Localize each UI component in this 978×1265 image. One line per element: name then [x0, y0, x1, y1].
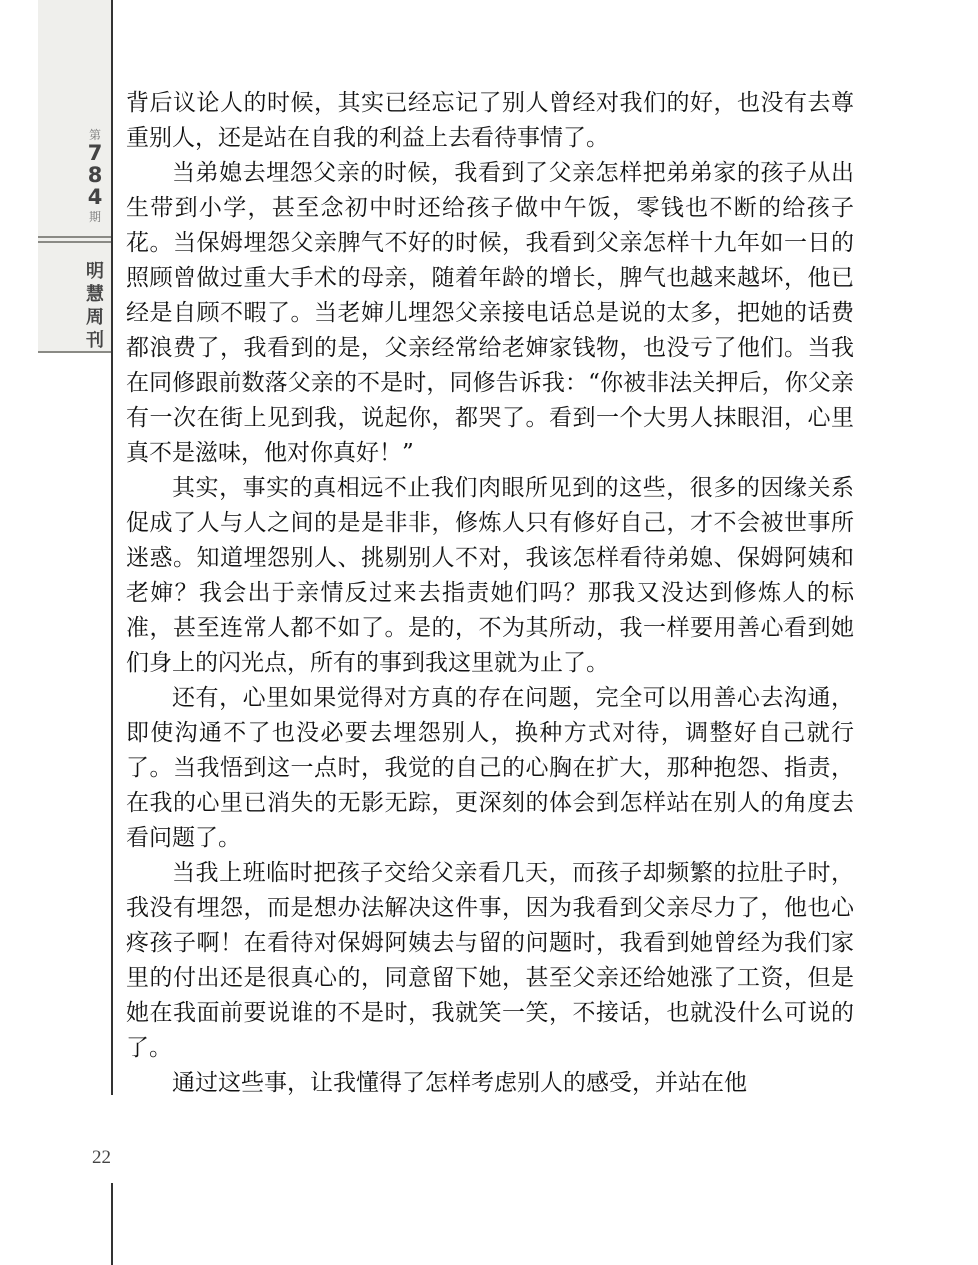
issue-suffix: 期 [88, 210, 101, 224]
magazine-title [84, 260, 106, 352]
margin-rule-bottom [111, 1183, 113, 1265]
title-char: 周 [86, 307, 104, 328]
issue-digit: 7 [87, 141, 103, 165]
sidebar-divider [38, 236, 112, 238]
paragraph: 当我上班临时把孩子交给父亲看几天，而孩子却频繁的拉肚子时，我没有埋怨，而是想办法解决这件事，因为我看到父亲尽力了，他也心疼孩子啊！在看待对保姆阿姨去与留的问题时，我看到她曾经为我们家里的付出还是很真心的，同意留下她，甚至父亲还给她涨了工资，但是她在我面前要说谁的不是时，我就笑一笑，不接话，也就没什么可说的了。 [126, 860, 854, 1061]
title-char: 明 [86, 261, 104, 282]
article-body [126, 86, 854, 1101]
margin-rule-top [111, 0, 113, 1095]
sidebar-divider [38, 241, 112, 243]
paragraph: 当弟媳去埋怨父亲的时候，我看到了父亲怎样把弟弟家的孩子从出生带到小学，甚至念初中时还给孩子做中午饭，零钱也不断的给孩子花。当保姆埋怨父亲脾气不好的时候，我看到父亲怎样十九年如一日的照顾曾做过重大手术的母亲，随着年龄的增长，脾气也越来越坏，他已经是自顾不暇了。当老婶儿埋怨父亲接电话总是说的太多，把她的话费都浪费了，我看到的是，父亲经常给老婶家钱物，也没亏了他们。当我在同修跟前数落父亲的不是时，同修告诉我：“你被非法关押后，你父亲有一次在街上见到我，说起你，都哭了。看到一个大男人抹眼泪，心里真不是滋味，他对你真好！” [126, 160, 854, 466]
issue-number [84, 142, 106, 208]
issue-digit: 4 [87, 185, 103, 209]
paragraph: 其实，事实的真相远不止我们肉眼所见到的这些，很多的因缘关系促成了人与人之间的是是非非，修炼人只有修好自己，才不会被世事所迷惑。知道埋怨别人、挑剔别人不对，我该怎样看待弟媳、保姆阿姨和老婶？我会出于亲情反过来去指责她们吗？那我又没达到修炼人的标准，甚至连常人都不如了。是的，不为其所动，我一样要用善心看到她们身上的闪光点，所有的事到我这里就为止了。 [126, 475, 854, 676]
issue-digit: 8 [87, 163, 103, 187]
title-char: 刊 [86, 330, 104, 351]
paragraph: 通过这些事，让我懂得了怎样考虑别人的感受，并站在他 [172, 1070, 747, 1096]
title-char: 慧 [86, 284, 104, 305]
page-number: 22 [92, 1147, 111, 1168]
issue-prefix: 第 [88, 128, 101, 142]
paragraph: 还有，心里如果觉得对方真的存在问题，完全可以用善心去沟通，即使沟通不了也没必要去埋怨别人，换种方式对待，调整好自己就行了。当我悟到这一点时，我觉的自己的心胸在扩大，那种抱怨、指责，在我的心里已消失的无影无踪，更深刻的体会到怎样站在别人的角度去看问题了。 [126, 685, 854, 851]
paragraph: 背后议论人的时候，其实已经忘记了别人曾经对我们的好，也没有去尊重别人，还是站在自我的利益上去看待事情了。 [126, 90, 854, 151]
